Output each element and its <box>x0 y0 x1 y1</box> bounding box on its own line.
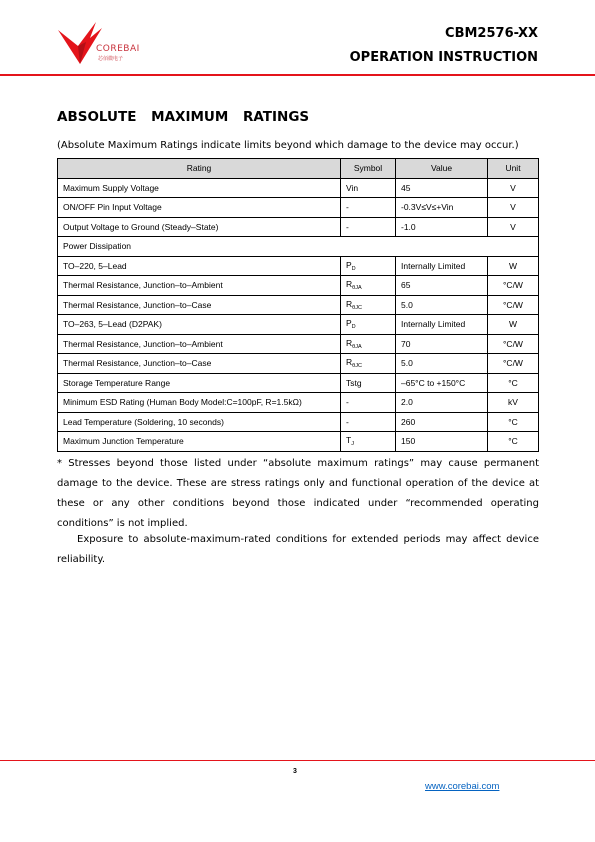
rating-cell: ON/OFF Pin Input Voltage <box>58 198 341 218</box>
symbol-text: P <box>346 318 352 329</box>
value-cell: 65 <box>396 276 488 296</box>
column-header-unit: Unit <box>488 159 539 179</box>
value-cell: 5.0 <box>396 354 488 374</box>
page-number: 3 <box>293 768 297 775</box>
unit-cell: °C <box>488 432 539 452</box>
table-row <box>58 354 539 374</box>
symbol-subscript: θJC <box>352 304 362 311</box>
symbol-subscript: θJA <box>352 285 362 292</box>
value-cell: -0.3V≤V≤+Vin <box>396 198 488 218</box>
column-header-rating: Rating <box>58 159 341 179</box>
symbol-cell <box>341 315 396 335</box>
unit-cell: W <box>488 315 539 335</box>
stress-note: * Stresses beyond those listed under “absolute maximum ratings” may cause permanent damage to the device. These are stress ratings only and functional operation of the device at these or any other conditions beyond those indicated under “recommended operating conditions” is not implied. <box>57 458 539 529</box>
symbol-cell <box>341 432 396 452</box>
symbol-cell <box>341 295 396 315</box>
rating-cell: Maximum Supply Voltage <box>58 178 341 198</box>
symbol-subscript: D <box>351 324 356 331</box>
unit-cell: V <box>488 178 539 198</box>
table-row <box>58 256 539 276</box>
symbol-cell <box>341 276 396 296</box>
symbol-text: - <box>346 202 349 213</box>
symbol-text: - <box>346 221 349 232</box>
intro-note: (Absolute Maximum Ratings indicate limits beyond which damage to the device may occur.) <box>57 140 519 151</box>
table-row <box>58 432 539 452</box>
table-section-row <box>58 237 539 257</box>
symbol-cell <box>341 256 396 276</box>
rating-cell: Minimum ESD Rating (Human Body Model:C=100pF, R=1.5kΩ) <box>58 393 341 413</box>
symbol-text: P <box>346 259 352 270</box>
table-row <box>58 217 539 237</box>
value-cell: 2.0 <box>396 393 488 413</box>
symbol-cell <box>341 373 396 393</box>
rating-cell: Thermal Resistance, Junction–to–Ambient <box>58 276 341 296</box>
unit-cell: W <box>488 256 539 276</box>
table-header-row <box>58 159 539 179</box>
value-cell: 45 <box>396 178 488 198</box>
footer-divider <box>0 760 595 761</box>
rating-cell: Output Voltage to Ground (Steady–State) <box>58 217 341 237</box>
exposure-note: Exposure to absolute-maximum-rated conditions for extended periods may affect device reliability. <box>57 534 539 565</box>
symbol-text: R <box>346 298 353 309</box>
value-cell: –65°C to +150°C <box>396 373 488 393</box>
value-cell: Internally Limited <box>396 315 488 335</box>
rating-cell: TO–220, 5–Lead <box>58 256 341 276</box>
rating-cell: Thermal Resistance, Junction–to–Case <box>58 295 341 315</box>
value-cell: 150 <box>396 432 488 452</box>
symbol-text: R <box>346 357 353 368</box>
value-cell: Internally Limited <box>396 256 488 276</box>
symbol-subscript: D <box>351 265 356 272</box>
table-row <box>58 373 539 393</box>
symbol-text: R <box>346 337 353 348</box>
symbol-text: - <box>346 416 349 427</box>
column-header-symbol: Symbol <box>341 159 396 179</box>
rating-cell: Thermal Resistance, Junction–to–Case <box>58 354 341 374</box>
unit-cell: V <box>488 217 539 237</box>
symbol-text: T <box>346 435 352 446</box>
unit-cell: °C/W <box>488 295 539 315</box>
symbol-cell <box>341 198 396 218</box>
table-row <box>58 334 539 354</box>
table-row <box>58 412 539 432</box>
table-row <box>58 393 539 413</box>
value-cell: 5.0 <box>396 295 488 315</box>
logo-subtext: 芯佰微电子 <box>98 56 124 62</box>
symbol-text: - <box>346 397 349 408</box>
symbol-text: Vin <box>346 182 359 193</box>
website-link[interactable]: www.corebai.com <box>425 781 500 792</box>
table-row <box>58 295 539 315</box>
table-row <box>58 276 539 296</box>
table-row <box>58 178 539 198</box>
value-cell: 70 <box>396 334 488 354</box>
document-title: OPERATION INSTRUCTION <box>349 50 538 65</box>
value-cell: -1.0 <box>396 217 488 237</box>
symbol-text: R <box>346 279 353 290</box>
symbol-subscript: J <box>351 441 354 448</box>
unit-cell: V <box>488 198 539 218</box>
symbol-cell <box>341 393 396 413</box>
unit-cell: °C <box>488 412 539 432</box>
value-cell: 260 <box>396 412 488 432</box>
unit-cell: kV <box>488 393 539 413</box>
unit-cell: °C/W <box>488 354 539 374</box>
unit-cell: °C <box>488 373 539 393</box>
column-header-value: Value <box>396 159 488 179</box>
symbol-cell <box>341 217 396 237</box>
symbol-cell <box>341 178 396 198</box>
table-row <box>58 315 539 335</box>
part-number: CBM2576-XX <box>445 26 538 41</box>
section-title: ABSOLUTE MAXIMUM RATINGS <box>57 109 310 125</box>
rating-cell: TO–263, 5–Lead (D2PAK) <box>58 315 341 335</box>
unit-cell: °C/W <box>488 334 539 354</box>
rating-cell: Maximum Junction Temperature <box>58 432 341 452</box>
absolute-maximum-ratings-table <box>57 158 539 452</box>
logo-text: COREBAI <box>96 44 140 54</box>
symbol-text: Tstg <box>346 377 362 388</box>
rating-cell: Storage Temperature Range <box>58 373 341 393</box>
symbol-cell <box>341 354 396 374</box>
unit-cell: °C/W <box>488 276 539 296</box>
symbol-subscript: θJA <box>352 343 362 350</box>
symbol-subscript: θJC <box>352 363 362 370</box>
rating-cell: Thermal Resistance, Junction–to–Ambient <box>58 334 341 354</box>
symbol-cell <box>341 412 396 432</box>
symbol-cell <box>341 334 396 354</box>
table-body <box>58 178 539 451</box>
header-divider <box>0 74 595 76</box>
table-row <box>58 198 539 218</box>
rating-cell: Lead Temperature (Soldering, 10 seconds) <box>58 412 341 432</box>
section-label: Power Dissipation <box>58 237 539 257</box>
